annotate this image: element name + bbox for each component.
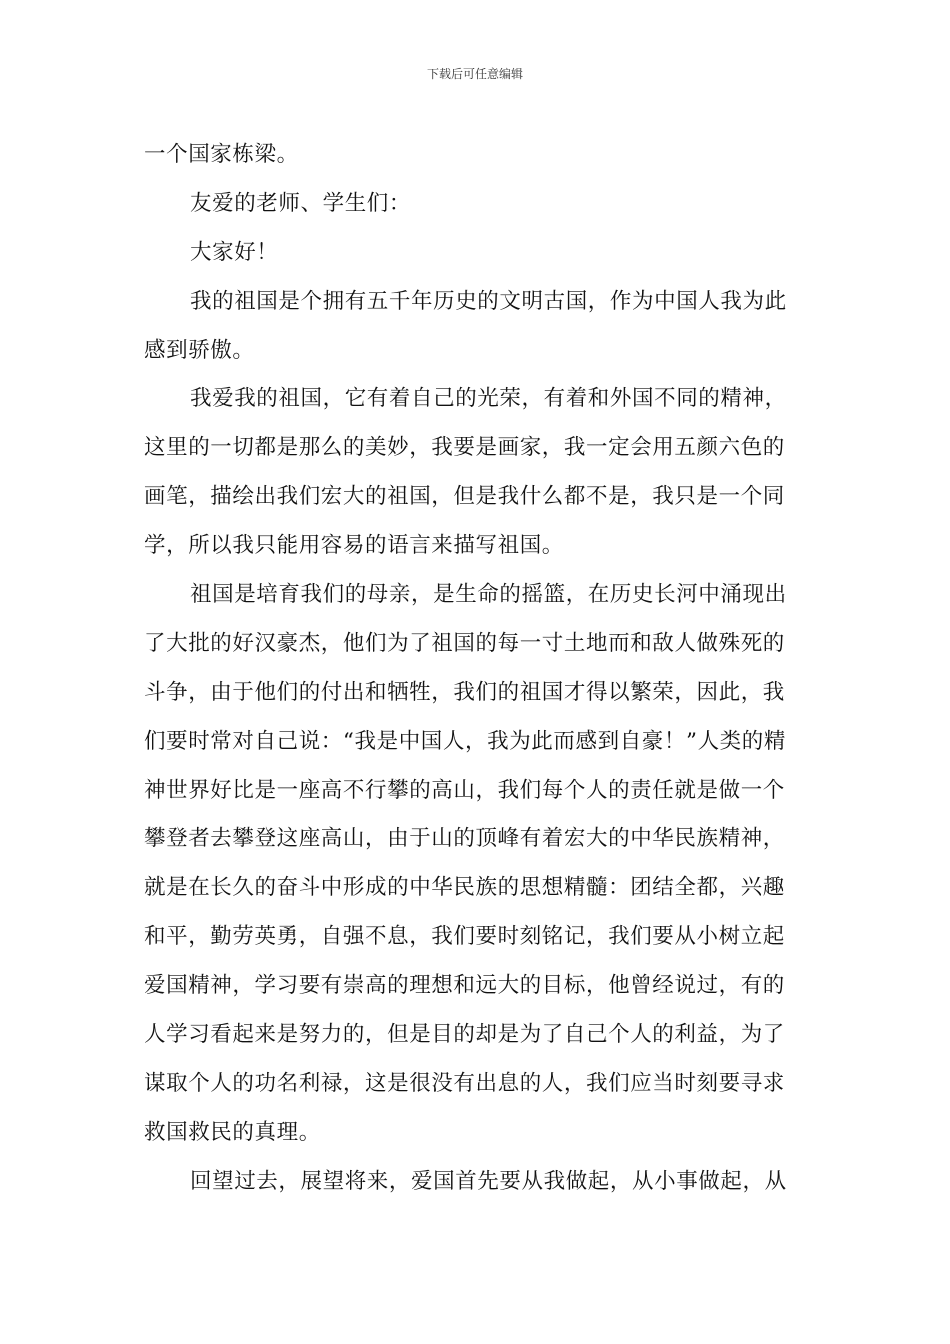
- text-line: 这里的一切都是那么的美妙，我要是画家，我一定会用五颜六色的: [144, 435, 785, 461]
- text-line: 友爱的老师、学生们：: [190, 190, 412, 216]
- text-line: 我的祖国是个拥有五千年历史的文明古国，作为中国人我为此: [190, 288, 787, 314]
- text-line: 画笔，描绘出我们宏大的祖国，但是我什么都不是，我只是一个同: [144, 484, 785, 510]
- text-line: 我爱我的祖国，它有着自己的光荣，有着和外国不同的精神，: [190, 386, 787, 412]
- text-line: 一个国家栋梁。: [144, 142, 299, 167]
- page-header: 下载后可任意编辑: [426, 67, 523, 81]
- text-line: 大家好！: [190, 239, 279, 265]
- text-line: 祖国是培育我们的母亲，是生命的摇篮，在历史长河中涌现出: [190, 582, 787, 608]
- text-line: 爱国精神，学习要有崇高的理想和远大的目标，他曾经说过，有的: [144, 973, 785, 999]
- text-line: 回望过去，展望将来，爱国首先要从我做起，从小事做起，从: [190, 1168, 787, 1194]
- text-line: 就是在长久的奋斗中形成的中华民族的思想精髓：团结全都，兴趣: [144, 875, 785, 901]
- text-line: 和平，勤劳英勇，自强不息，我们要时刻铭记，我们要从小树立起: [144, 924, 785, 950]
- text-line: 们要时常对自己说：“我是中国人，我为此而感到自豪！”人类的精: [144, 728, 786, 754]
- text-line: 了大批的好汉豪杰，他们为了祖国的每一寸土地而和敌人做殊死的: [144, 630, 785, 656]
- text-line: 感到骄傲。: [144, 337, 255, 363]
- text-line: 神世界好比是一座高不行攀的高山，我们每个人的责任就是做一个: [144, 777, 785, 803]
- text-line: 救国救民的真理。: [144, 1119, 321, 1145]
- text-line: 谋取个人的功名利禄，这是很没有出息的人，我们应当时刻要寻求: [144, 1070, 785, 1096]
- document-body: [144, 131, 804, 1207]
- text-line: 人学习看起来是努力的，但是目的却是为了自己个人的利益，为了: [144, 1022, 785, 1048]
- text-line: 斗争，由于他们的付出和牺牲，我们的祖国才得以繁荣，因此，我: [144, 679, 785, 705]
- text-line: 学，所以我只能用容易的语言来描写祖国。: [144, 533, 564, 559]
- text-line: 攀登者去攀登这座高山，由于山的顶峰有着宏大的中华民族精神，: [144, 826, 785, 852]
